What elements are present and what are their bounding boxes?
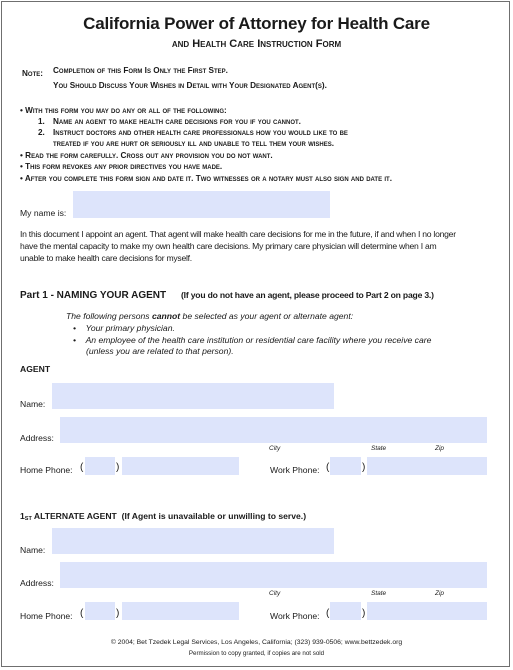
agent-home-phone-field[interactable] — [122, 457, 239, 475]
cannot-select-intro: The following persons cannot be selected as your agent or alternate agent: — [66, 311, 354, 321]
agent-work-phone-field[interactable] — [367, 457, 487, 475]
alt-agent-home-area-code-field[interactable] — [85, 602, 115, 620]
agent-work-paren-open: ( — [326, 462, 330, 473]
agent-home-phone-label: Home Phone: — [20, 465, 73, 475]
my-name-label: My name is: — [20, 208, 67, 218]
form-subtitle: and Health Care Instruction Form — [171, 38, 342, 50]
note-line-1: Completion of this Form Is Only the First Step. — [53, 66, 228, 75]
alt-agent-name-label: Name: — [20, 545, 46, 555]
appointment-paragraph-line-2: have the mental capacity to make my own health care decisions. My primary care physician will determine when I am — [20, 241, 437, 251]
agent-home-area-code-field[interactable] — [85, 457, 115, 475]
alt-agent-home-paren-open: ( — [80, 608, 84, 619]
instruction-item-2b: treated if you are hurt or seriously ill and unable to tell them your wishes. — [53, 139, 335, 148]
agent-address-field[interactable] — [60, 417, 487, 443]
appointment-paragraph-line-3: unable to make health care decisions for myself. — [20, 253, 192, 263]
agent-heading: AGENT — [20, 364, 51, 374]
note-label: Note: — [22, 69, 43, 78]
alternate-agent-heading: 1ST ALTERNATE AGENT (If Agent is unavailable or unwilling to serve.) — [20, 511, 307, 522]
instruction-item-1: Name an agent to make health care decisions for you if you cannot. — [53, 117, 301, 126]
alt-agent-work-phone-label: Work Phone: — [270, 611, 320, 621]
agent-work-paren-close: ) — [362, 462, 366, 473]
alt-agent-work-paren-open: ( — [326, 608, 330, 619]
agent-zip-caption: Zip — [435, 445, 445, 452]
instruction-bullet-2: • Read the form carefully. Cross out any provision you do not want. — [20, 151, 273, 160]
instructions-intro: • With this form you may do any or all of the following: — [20, 106, 227, 115]
my-name-field[interactable] — [73, 191, 330, 218]
instruction-bullet-4: • After you complete this form sign and date it. Two witnesses or a notary must also sign and date it. — [20, 174, 392, 183]
agent-home-paren-close: ) — [116, 462, 120, 473]
alt-agent-city-caption: City — [269, 590, 281, 597]
alt-agent-zip-caption: Zip — [435, 590, 445, 597]
alt-agent-state-caption: State — [371, 590, 387, 597]
agent-work-area-code-field[interactable] — [330, 457, 361, 475]
agent-name-field[interactable] — [52, 383, 334, 409]
instruction-bullet-3: • This form revokes any prior directives you have made. — [20, 162, 223, 171]
alt-agent-home-phone-label: Home Phone: — [20, 611, 73, 621]
instruction-item-1-number: 1. — [38, 117, 45, 126]
appointment-paragraph-line-1: In this document I appoint an agent. That agent will make health care decisions for me in the future, if and when I no longer — [20, 229, 456, 239]
alt-agent-work-paren-close: ) — [362, 608, 366, 619]
exclusion-bullet-2b: (unless you are related to that person). — [86, 346, 234, 356]
alt-agent-work-area-code-field[interactable] — [330, 602, 361, 620]
alt-agent-home-paren-close: ) — [116, 608, 120, 619]
part-1-heading: Part 1 - NAMING YOUR AGENT — [20, 290, 167, 301]
instruction-item-2-number: 2. — [38, 128, 45, 137]
instruction-item-2a: Instruct doctors and other health care professionals how you would like to be — [53, 128, 348, 137]
note-line-2: You Should Discuss Your Wishes in Detail with Your Designated Agent(s). — [53, 81, 327, 90]
agent-name-label: Name: — [20, 399, 46, 409]
agent-city-caption: City — [269, 445, 281, 452]
alt-agent-address-label: Address: — [20, 578, 54, 588]
agent-address-label: Address: — [20, 433, 54, 443]
exclusion-bullet-1: • Your primary physician. — [73, 323, 175, 333]
alt-agent-address-field[interactable] — [60, 562, 487, 588]
exclusion-bullet-2a: • An employee of the health care institution or residential care facility where you receive care — [73, 335, 432, 345]
part-1-note: (If you do not have an agent, please proceed to Part 2 on page 3.) — [181, 290, 434, 300]
alt-agent-home-phone-field[interactable] — [122, 602, 239, 620]
footer-permission: Permission to copy granted, if copies are not sold — [188, 650, 325, 657]
agent-home-paren-open: ( — [80, 462, 84, 473]
agent-work-phone-label: Work Phone: — [270, 465, 320, 475]
form-title: California Power of Attorney for Health Care — [83, 14, 430, 33]
agent-state-caption: State — [371, 445, 387, 452]
footer-copyright: © 2004; Bet Tzedek Legal Services, Los Angeles, California; (323) 939-0506; www.bettzedek.org — [110, 639, 403, 646]
alt-agent-work-phone-field[interactable] — [367, 602, 487, 620]
alt-agent-name-field[interactable] — [52, 528, 334, 554]
